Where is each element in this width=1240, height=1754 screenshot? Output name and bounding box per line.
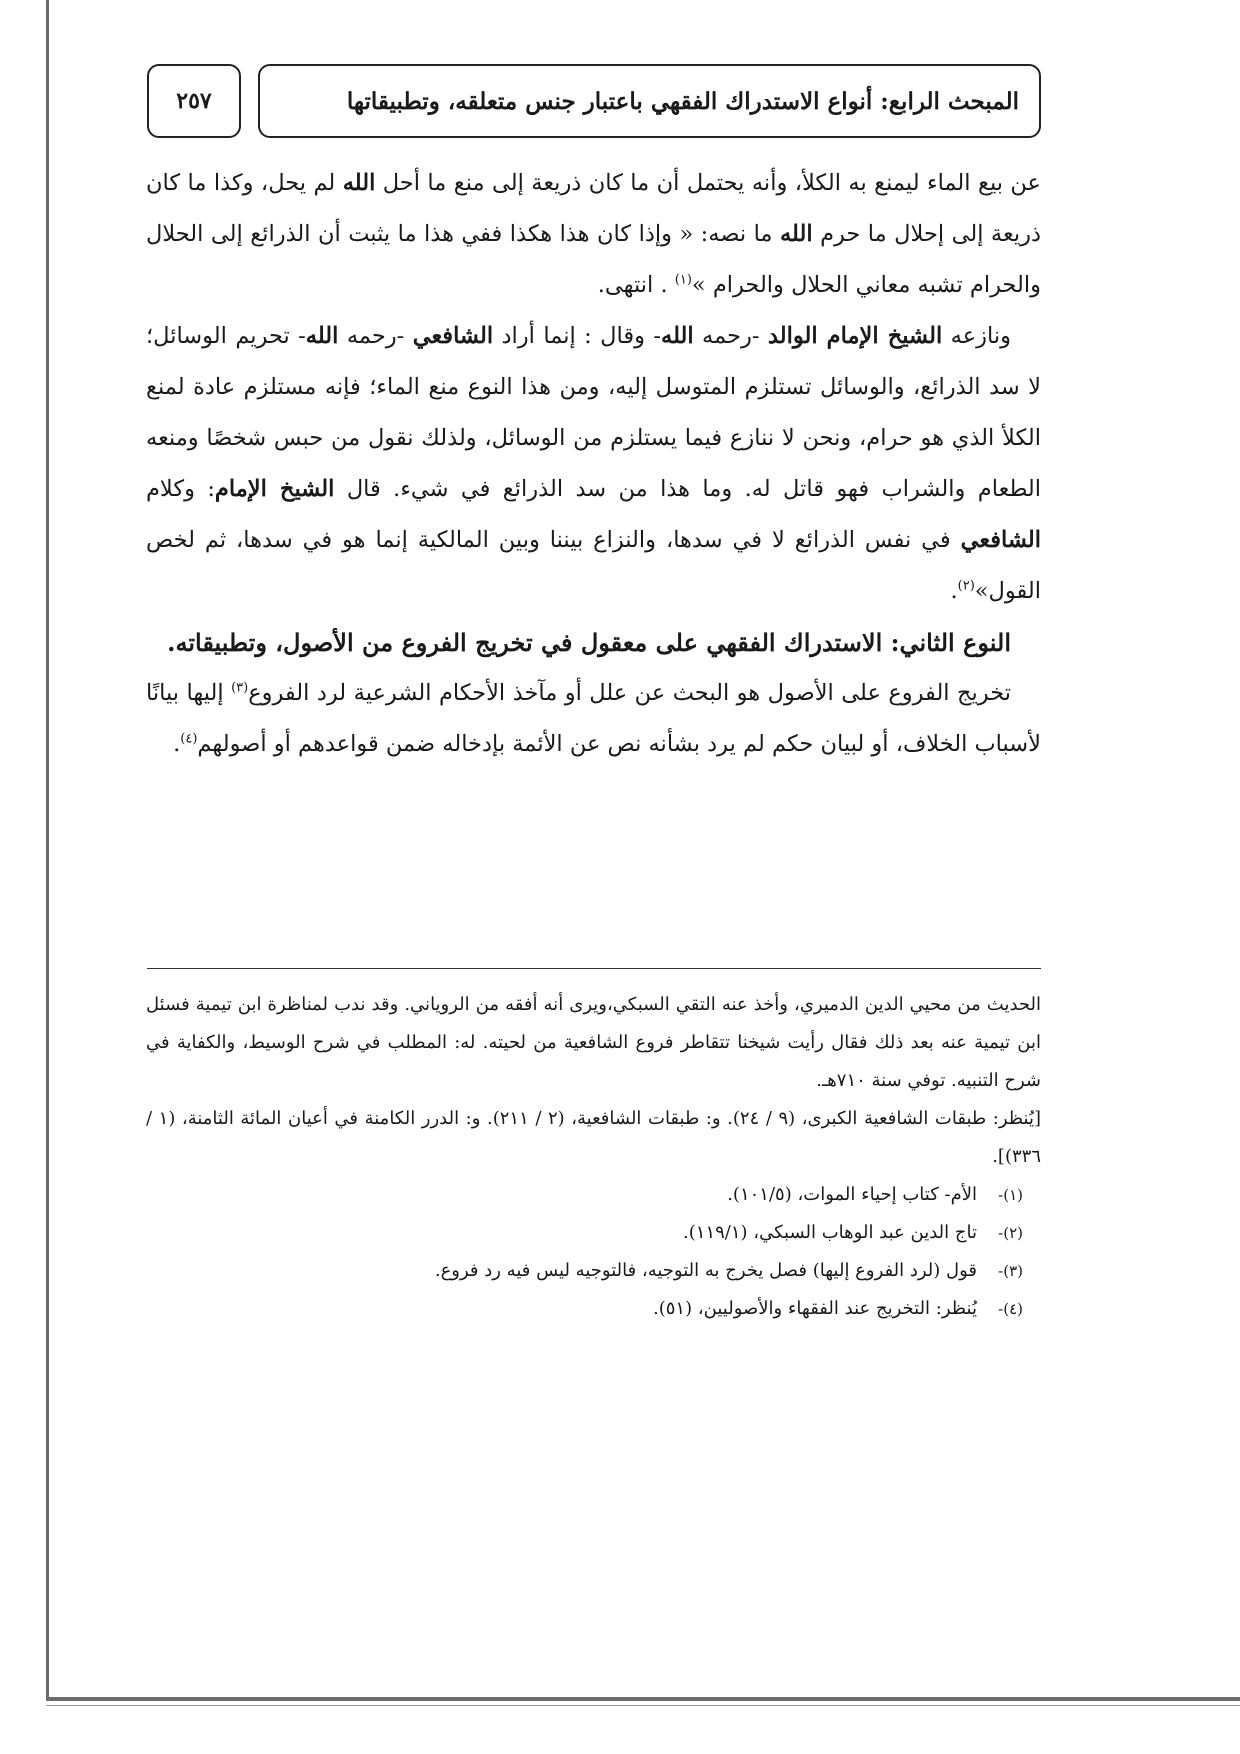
paragraph-2: ونازعه الشيخ الإمام الوالد -رحمه الله- وقال : إنما أراد الشافعي -رحمه الله- تحريم الوسائل؛ لا سد الذرائع، والوسائل تستلزم المتوسل إليه، ومن هذا النوع منع الماء؛ فإنه مستلزم عادة لمنع الكلأ الذي هو حرام، ونحن لا ننازع فيما يستلزم من الوسائل، ولذلك نقول من حبس شخصًا ومنعه الطعام والشراب فهو قاتل له. وما هذا من سد الذرائع في شيء. قال الشيخ الإمام: وكلام الشافعي في نفس الذرائع لا في سدها، والنزاع بيننا وبين المالكية إنما هو في سدها، ثم لخص القول»$^{(٢)}$. xyxy=(146,323,1042,604)
footnote-item xyxy=(146,1214,1023,1252)
chapter-title: المبحث الرابع: أنواع الاستدراك الفقهي باعتبار جنس متعلقه، وتطبيقاتها xyxy=(346,87,1019,115)
page-frame-left xyxy=(46,0,49,1700)
footnote-separator xyxy=(147,968,1041,969)
footnote-item xyxy=(146,1176,1023,1214)
footnote-item xyxy=(146,1252,1023,1290)
footnote-ref-4[interactable]: (٤) xyxy=(180,731,198,747)
footnotes xyxy=(146,986,1041,1328)
footnote-ref-3[interactable]: (٣) xyxy=(231,680,249,696)
paragraph-3: تخريج الفروع على الأصول هو البحث عن علل أو مآخذ الأحكام الشرعية لرد الفروع$^{(٣)}$ إليها بيانًا لأسباب الخلاف، أو لبيان حكم لم يرد بشأنه نص عن الأئمة بإدخاله ضمن قواعدهم أو أصولهم$^{(٤)}$. xyxy=(146,680,1041,757)
footnote-number: (١)- xyxy=(998,1186,1023,1204)
footnote-ref-1[interactable]: (١) xyxy=(674,272,692,288)
footnote-continued-sources: [يُنظر: طبقات الشافعية الكبرى، (٩ / ٢٤). و: طبقات الشافعية، (٢ / ٢١١). و: الدرر الكامنة في أعيان المائة الثامنة، (١ / ٣٣٦)]. xyxy=(146,1108,1042,1167)
footnote-text: الأم- كتاب إحياء الموات، (١٠١/٥). xyxy=(727,1184,977,1205)
footnote-number: (٣)- xyxy=(998,1262,1023,1280)
footnote-list xyxy=(146,1176,1041,1328)
section-heading: النوع الثاني: الاستدراك الفقهي على معقول في تخريج الفروع من الأصول، وتطبيقاته. xyxy=(167,628,1011,657)
footnote-text: يُنظر: التخريج عند الفقهاء والأصوليين، (٥١). xyxy=(653,1298,977,1319)
page-number: ٢٥٧ xyxy=(176,88,212,114)
footnote-number: (٢)- xyxy=(998,1224,1023,1242)
paragraph-1: عن بيع الماء ليمنع به الكلأ، وأنه يحتمل أن ما كان ذريعة إلى منع ما أحل الله لم يحل، وكذا ما كان ذريعة إلى إحلال ما حرم الله ما نصه: « وإذا كان هذا هكذا ففي هذا ما يثبت أن الذرائع إلى الحلال والحرام تشبه معاني الحلال والحرام »$^{(١)}$ . انتهى. xyxy=(146,170,1041,298)
footnote-ref-2[interactable]: (٢) xyxy=(957,578,975,594)
running-header xyxy=(258,64,1041,138)
page-frame-bottom-line xyxy=(46,1705,1240,1706)
footnote-continued: الحديث من محيي الدين الدميري، وأخذ عنه التقي السبكي،ويرى أنه أفقه من الروياني. وقد ندب لمناظرة ابن تيمية فسئل ابن تيمية عنه بعد ذلك فقال رأيت شيخنا تتقاطر فروع الشافعية من لحيته. له: المطلب في شرح الوسيط، والكفاية في شرح التنبيه. توفي سنة ٧١٠هـ. xyxy=(146,994,1042,1091)
page-number-box xyxy=(147,64,241,138)
footnote-item xyxy=(146,1290,1023,1328)
footnote-text: تاج الدين عبد الوهاب السبكي، (١١٩/١). xyxy=(683,1222,977,1243)
footnote-number: (٤)- xyxy=(998,1300,1023,1318)
page-frame-bottom xyxy=(46,1697,1240,1701)
footnote-text: قول (لرد الفروع إليها) فصل يخرج به التوجيه، فالتوجيه ليس فيه رد فروع. xyxy=(434,1260,977,1281)
main-text xyxy=(146,158,1041,770)
